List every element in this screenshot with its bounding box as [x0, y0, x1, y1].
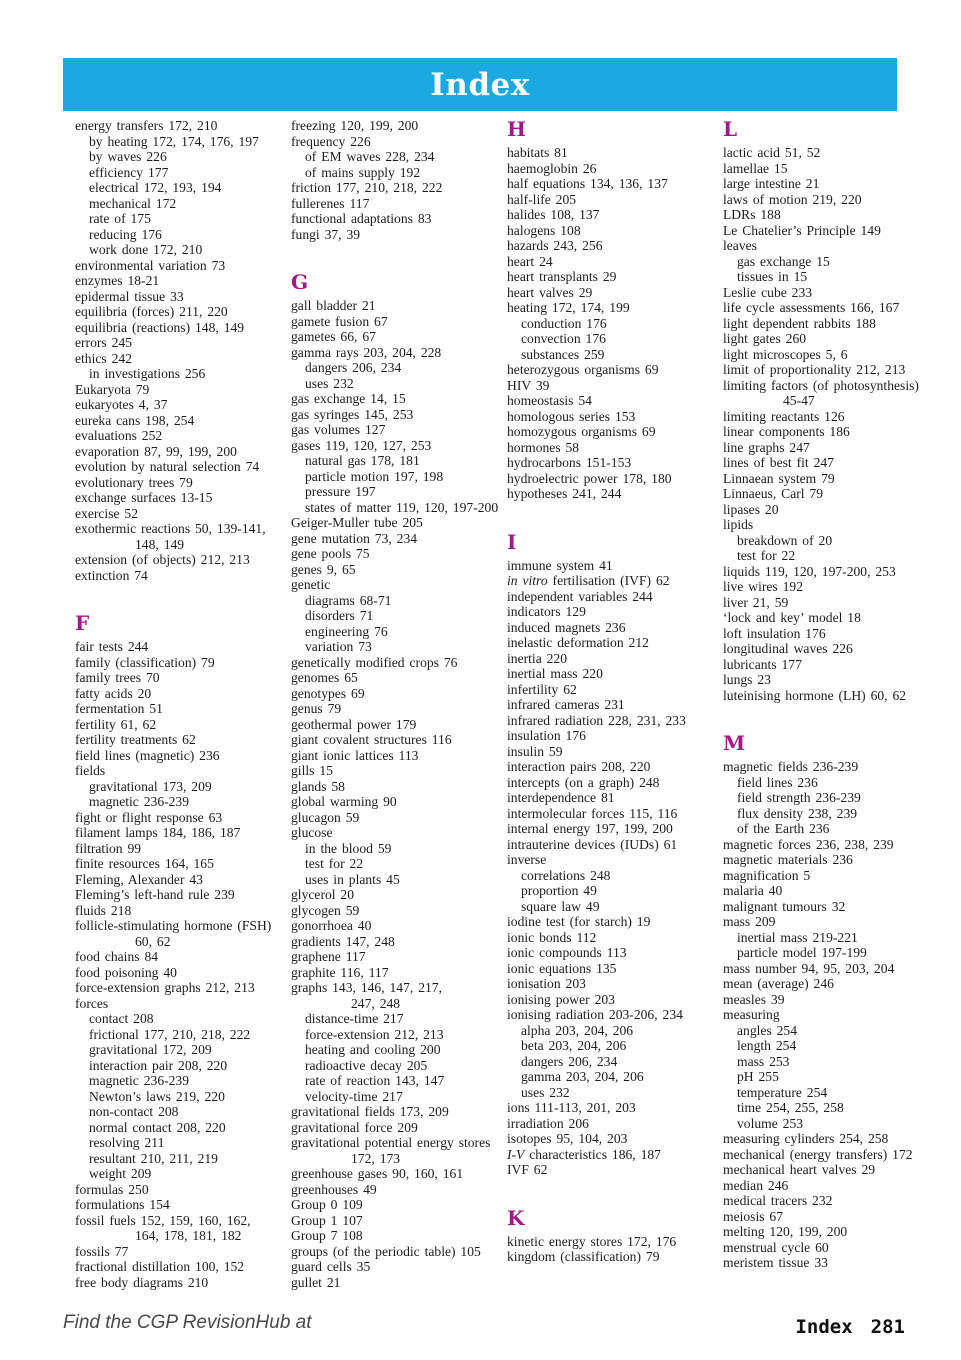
- index-entry: heating and cooling 200: [305, 1042, 441, 1057]
- index-entry: liquids 119, 120, 197-200, 253: [723, 563, 896, 579]
- index-entry: heart transplants 29: [507, 269, 617, 284]
- index-entry: ionic compounds 113: [507, 945, 627, 960]
- index-entry: kingdom (classification) 79: [507, 1249, 660, 1264]
- index-entry: substances 259: [521, 346, 605, 362]
- section-heading: I: [507, 529, 517, 554]
- index-entry: conduction 176: [521, 315, 607, 331]
- index-entry: geothermal power 179: [291, 716, 417, 732]
- index-entry: epidermal tissue 33: [75, 288, 184, 304]
- index-entry: freezing 120, 199, 200: [291, 118, 419, 133]
- index-entry: weight 209: [89, 1166, 152, 1181]
- index-entry: fight or flight response 63: [75, 809, 223, 825]
- index-entry: ‘lock and key’ model 18: [723, 610, 861, 625]
- index-entry: homeostasis 54: [507, 393, 592, 408]
- index-entry: magnetic forces 236, 238, 239: [723, 836, 894, 852]
- index-entry: gas volumes 127: [291, 422, 386, 437]
- index-entry: ethics 242: [75, 350, 132, 366]
- index-entry: graphene 117: [291, 949, 366, 964]
- index-entry: infrared radiation 228, 231, 233: [507, 712, 686, 728]
- index-entry: beta 203, 204, 206: [521, 1038, 627, 1053]
- index-entry: field lines (magnetic) 236: [75, 747, 220, 763]
- index-entry: lactic acid 51, 52: [723, 145, 821, 160]
- index-entry: radioactive decay 205: [305, 1057, 428, 1073]
- index-entry: particle motion 197, 198: [305, 468, 444, 484]
- index-entry: limit of proportionality 212, 213: [723, 362, 906, 377]
- index-entry: magnetic 236-239: [89, 794, 190, 809]
- index-entry: inertial mass 220: [507, 666, 603, 681]
- index-entry: halogens 108: [507, 222, 581, 238]
- index-entry: Group 1 107: [291, 1212, 363, 1228]
- index-entry: lungs 23: [723, 672, 771, 687]
- index-entry: magnetic materials 236: [723, 852, 853, 867]
- index-entry: uses 232: [305, 375, 354, 391]
- index-entry: formulas 250: [75, 1181, 149, 1197]
- index-entry: glycogen 59: [291, 902, 360, 918]
- index-entry: heart valves 29: [507, 284, 593, 300]
- index-entry: insulin 59: [507, 743, 563, 759]
- index-entry: equilibria (reactions) 148, 149: [75, 319, 245, 335]
- index-entry: malignant tumours 32: [723, 898, 846, 914]
- index-entry: fatty acids 20: [75, 685, 152, 701]
- index-entry: fertility treatments 62: [75, 732, 196, 747]
- index-entry: fermentation 51: [75, 701, 163, 716]
- index-entry: diagrams 68-71: [305, 592, 392, 608]
- index-entry: equilibria (forces) 211, 220: [75, 304, 228, 319]
- index-entry: 247, 248: [351, 995, 401, 1011]
- index-entry: hydrocarbons 151-153: [507, 455, 632, 470]
- index-entry: inertia 220: [507, 650, 568, 666]
- index-entry: lipases 20: [723, 501, 779, 517]
- index-entry: inelastic deformation 212: [507, 635, 649, 650]
- section-heading: H: [507, 117, 526, 141]
- index-entry: life cycle assessments 166, 167: [723, 300, 900, 315]
- index-entry: electrical 172, 193, 194: [89, 180, 222, 195]
- index-entry: magnetic 236-239: [89, 1073, 190, 1088]
- index-entry: errors 245: [75, 335, 132, 350]
- index-entry: gene pools 75: [291, 546, 370, 561]
- index-entry: magnetic fields 236-239: [723, 759, 859, 774]
- index-entry: fossil fuels 152, 159, 160, 162,: [75, 1212, 251, 1228]
- index-entry: functional adaptations 83: [291, 211, 432, 226]
- index-entry: global warming 90: [291, 794, 397, 809]
- index-entry: graphs 143, 146, 147, 217,: [291, 980, 442, 995]
- index-entry: hydroelectric power 178, 180: [507, 470, 672, 486]
- index-entry: 148, 149: [135, 536, 185, 552]
- index-entry: greenhouses 49: [291, 1181, 377, 1197]
- index-entry: test for 22: [305, 856, 364, 871]
- index-entry: interaction pair 208, 220: [89, 1057, 228, 1073]
- index-entry: fields: [75, 763, 106, 778]
- index-entry: limiting reactants 126: [723, 408, 845, 424]
- index-entry: magnification 5: [723, 867, 811, 883]
- index-entry: environmental variation 73: [75, 257, 226, 273]
- index-entry: fractional distillation 100, 152: [75, 1259, 245, 1274]
- index-entry: measuring: [723, 1007, 780, 1022]
- index-entry: enzymes 18-21: [75, 273, 160, 288]
- index-entry: filtration 99: [75, 840, 142, 856]
- index-entry: giant ionic lattices 113: [291, 747, 419, 763]
- index-entry: in vitro fertilisation (IVF) 62: [507, 573, 670, 588]
- index-entry: gravitational force 209: [291, 1119, 418, 1135]
- index-entry: exothermic reactions 50, 139-141,: [75, 521, 266, 536]
- index-entry: uses in plants 45: [305, 871, 400, 887]
- index-entry: guard cells 35: [291, 1259, 371, 1274]
- index-entry: independent variables 244: [507, 588, 653, 604]
- index-entry: large intestine 21: [723, 176, 820, 191]
- index-entry: limiting factors (of photosynthesis): [723, 377, 919, 393]
- index-entry: uses 232: [521, 1084, 570, 1100]
- index-entry: by waves 226: [89, 149, 167, 164]
- index-entry: gamete fusion 67: [291, 313, 388, 329]
- index-entry: meiosis 67: [723, 1208, 784, 1224]
- index-entry: family (classification) 79: [75, 654, 215, 670]
- index-entry: food chains 84: [75, 949, 159, 964]
- index-entry: habitats 81: [507, 145, 568, 160]
- index-entry: rate of reaction 143, 147: [305, 1073, 445, 1088]
- index-entry: genomes 65: [291, 670, 358, 685]
- index-entry: square law 49: [521, 898, 600, 914]
- index-entry: gullet 21: [291, 1274, 341, 1290]
- index-entry: inertial mass 219-221: [737, 929, 858, 945]
- index-entry: intercepts (on a graph) 248: [507, 774, 660, 790]
- index-entry: half equations 134, 136, 137: [507, 176, 668, 191]
- index-entry: 45-47: [783, 393, 815, 408]
- index-column: [291, 118, 507, 1290]
- index-entry: gravitational 173, 209: [89, 778, 212, 794]
- index-entry: interdependence 81: [507, 790, 615, 805]
- index-entry: extinction 74: [75, 567, 148, 583]
- index-entry: flux density 238, 239: [737, 805, 858, 821]
- index-entry: fullerenes 117: [291, 195, 370, 211]
- index-entry: particle model 197-199: [737, 945, 867, 960]
- index-entry: distance-time 217: [305, 1011, 404, 1026]
- index-entry: gills 15: [291, 763, 333, 778]
- index-entry: Geiger-Muller tube 205: [291, 515, 423, 530]
- index-entry: variation 73: [305, 639, 372, 654]
- index-entry: gases 119, 120, 127, 253: [291, 437, 432, 453]
- italic-term: I-V: [507, 1146, 525, 1162]
- index-entry: force-extension graphs 212, 213: [75, 980, 255, 995]
- index-entry: IVF 62: [507, 1162, 548, 1177]
- index-entry: dangers 206, 234: [305, 360, 402, 375]
- index-entry: family trees 70: [75, 670, 160, 685]
- index-entry: Newton’s laws 219, 220: [89, 1088, 225, 1104]
- index-entry: normal contact 208, 220: [89, 1119, 226, 1135]
- index-entry: fluids 218: [75, 902, 132, 918]
- index-entry: intrauterine devices (IUDs) 61: [507, 836, 678, 852]
- index-entry: line graphs 247: [723, 439, 810, 455]
- index-entry: live wires 192: [723, 579, 804, 594]
- index-entry: free body diagrams 210: [75, 1274, 209, 1290]
- italic-term: in vitro: [507, 573, 548, 588]
- section-heading: F: [75, 611, 90, 635]
- index-entry: Eukaryota 79: [75, 381, 150, 397]
- index-entry: irradiation 206: [507, 1115, 589, 1131]
- index-entry: angles 254: [737, 1022, 798, 1038]
- index-entry: homologous series 153: [507, 408, 636, 424]
- index-entry: gene mutation 73, 234: [291, 530, 418, 546]
- index-entry: groups (of the periodic table) 105: [291, 1243, 481, 1259]
- index-entry: fossils 77: [75, 1243, 129, 1259]
- footer-page-info: [795, 1316, 905, 1338]
- index-entry: fair tests 244: [75, 639, 149, 654]
- index-entry: correlations 248: [521, 867, 611, 883]
- index-entry: lines of best fit 247: [723, 455, 834, 470]
- index-entry: loft insulation 176: [723, 625, 826, 641]
- index-entry: breakdown of 20: [737, 532, 833, 548]
- index-entry: resultant 210, 211, 219: [89, 1150, 218, 1166]
- index-entry: Le Chatelier’s Principle 149: [723, 222, 881, 238]
- page-title: Index: [430, 66, 530, 103]
- index-entry: halides 108, 137: [507, 207, 600, 222]
- index-entry: gas syringes 145, 253: [291, 406, 414, 422]
- index-entry: ionising power 203: [507, 991, 615, 1007]
- index-entry: menstrual cycle 60: [723, 1239, 829, 1255]
- index-entry: volume 253: [737, 1115, 804, 1131]
- index-entry: Group 7 108: [291, 1228, 363, 1243]
- index-entry: ions 111-113, 201, 203: [507, 1100, 636, 1115]
- index-entry: heterozygous organisms 69: [507, 362, 659, 377]
- section-heading: M: [723, 731, 746, 755]
- index-entry: by heating 172, 174, 176, 197: [89, 133, 259, 149]
- index-entry: energy transfers 172, 210: [75, 118, 218, 133]
- index-entry: induced magnets 236: [507, 619, 626, 635]
- index-entry: friction 177, 210, 218, 222: [291, 180, 443, 195]
- index-entry: Leslie cube 233: [723, 284, 813, 300]
- index-entry: haemoglobin 26: [507, 160, 597, 176]
- index-entry: mechanical heart valves 29: [723, 1162, 876, 1177]
- index-entry: gamma rays 203, 204, 228: [291, 344, 442, 360]
- index-entry: lamellae 15: [723, 160, 788, 176]
- index-entry: pressure 197: [305, 484, 376, 499]
- index-entry: ionic bonds 112: [507, 929, 597, 945]
- index-entry: HIV 39: [507, 377, 550, 393]
- footer-section-label: Index: [795, 1316, 853, 1338]
- index-entry: I-V characteristics 186, 187: [507, 1146, 661, 1162]
- index-entry: frequency 226: [291, 133, 371, 149]
- index-entry: 60, 62: [135, 933, 171, 949]
- index-entry: Linnaean system 79: [723, 470, 835, 486]
- index-entry: rate of 175: [89, 211, 151, 226]
- index-entry: field lines 236: [737, 774, 818, 790]
- index-entry: glands 58: [291, 778, 345, 794]
- index-entry: Fleming, Alexander 43: [75, 871, 203, 887]
- index-entry: ionisation 203: [507, 976, 586, 991]
- index-entry: work done 172, 210: [89, 242, 203, 257]
- index-entry: linear components 186: [723, 424, 850, 439]
- index-entry: greenhouse gases 90, 160, 161: [291, 1166, 464, 1181]
- index-entry: natural gas 178, 181: [305, 453, 420, 468]
- index-entry: eukaryotes 4, 37: [75, 397, 168, 412]
- index-entry: temperature 254: [737, 1084, 828, 1100]
- index-entry: glucose: [291, 825, 333, 840]
- index-entry: giant covalent structures 116: [291, 732, 452, 747]
- index-entry: efficiency 177: [89, 164, 169, 180]
- index-entry: ionic equations 135: [507, 960, 617, 976]
- page-header-bar: [63, 58, 897, 111]
- index-entry: mass 253: [737, 1053, 790, 1069]
- index-entry: heating 172, 174, 199: [507, 300, 630, 315]
- index-entry: gravitational 172, 209: [89, 1042, 212, 1057]
- index-entry: melting 120, 199, 200: [723, 1224, 848, 1239]
- index-entry: genetic: [291, 577, 331, 592]
- index-entry: food poisoning 40: [75, 964, 177, 980]
- index-entry: engineering 76: [305, 623, 388, 639]
- index-entry: fertility 61, 62: [75, 716, 157, 732]
- index-entry: time 254, 255, 258: [737, 1100, 844, 1115]
- index-column: [507, 118, 723, 1290]
- section-heading: K: [507, 1205, 525, 1230]
- index-entry: iodine test (for starch) 19: [507, 914, 651, 929]
- index-entry: genes 9, 65: [291, 561, 356, 577]
- index-entry: lipids: [723, 517, 754, 532]
- index-entry: filament lamps 184, 186, 187: [75, 825, 241, 840]
- index-entry: field strength 236-239: [737, 790, 861, 805]
- index-entry: infrared cameras 231: [507, 697, 625, 712]
- index-entry: intermolecular forces 115, 116: [507, 805, 678, 821]
- index-entry: measuring cylinders 254, 258: [723, 1131, 889, 1146]
- index-entry: gas exchange 14, 15: [291, 391, 406, 406]
- index-entry: follicle-stimulating hormone (FSH): [75, 918, 272, 933]
- index-entry: hypotheses 241, 244: [507, 486, 622, 501]
- index-entry: mechanical (energy transfers) 172: [723, 1146, 913, 1162]
- index-entry: lubricants 177: [723, 656, 802, 672]
- footer-revisionhub-note: Find the CGP RevisionHub at: [63, 1312, 312, 1333]
- index-entry: pH 255: [737, 1069, 779, 1084]
- index-entry: convection 176: [521, 331, 606, 346]
- index-entry: mean (average) 246: [723, 976, 834, 991]
- index-entry: insulation 176: [507, 728, 586, 743]
- index-entry: gametes 66, 67: [291, 329, 376, 344]
- index-entry: genetically modified crops 76: [291, 654, 458, 670]
- index-entry: gradients 147, 248: [291, 933, 395, 949]
- index-entry: isotopes 95, 104, 203: [507, 1131, 628, 1146]
- index-entry: measles 39: [723, 991, 785, 1007]
- index-entry: of EM waves 228, 234: [305, 149, 435, 164]
- index-entry: Fleming’s left-hand rule 239: [75, 887, 235, 902]
- index-entry: alpha 203, 204, 206: [521, 1022, 634, 1038]
- index-entry: gamma 203, 204, 206: [521, 1069, 644, 1084]
- index-entry: laws of motion 219, 220: [723, 191, 862, 207]
- index-entry: eureka cans 198, 254: [75, 412, 195, 428]
- section-heading: L: [723, 117, 738, 141]
- index-entry: frictional 177, 210, 218, 222: [89, 1026, 251, 1042]
- index-entry: of mains supply 192: [305, 164, 421, 180]
- index-entry: indicators 129: [507, 604, 586, 619]
- index-entry: hormones 58: [507, 439, 580, 455]
- index-entry: LDRs 188: [723, 207, 781, 222]
- section-heading: G: [291, 270, 309, 294]
- index-entry: fungi 37, 39: [291, 226, 361, 242]
- index-entry: medical tracers 232: [723, 1193, 833, 1208]
- index-entry: inverse: [507, 852, 547, 867]
- index-columns: [75, 118, 939, 1290]
- index-entry: glucagon 59: [291, 809, 360, 825]
- index-entry: luteinising hormone (LH) 60, 62: [723, 687, 907, 703]
- index-entry: forces: [75, 995, 109, 1011]
- index-entry: infertility 62: [507, 681, 577, 697]
- index-entry: longitudinal waves 226: [723, 641, 853, 656]
- index-entry: hazards 243, 256: [507, 238, 603, 253]
- index-entry: force-extension 212, 213: [305, 1026, 444, 1042]
- index-entry: resolving 211: [89, 1135, 165, 1150]
- index-entry: states of matter 119, 120, 197-200: [305, 499, 499, 515]
- index-entry: ionising radiation 203-206, 234: [507, 1007, 683, 1022]
- index-entry: kinetic energy stores 172, 176: [507, 1233, 677, 1249]
- index-entry: interaction pairs 208, 220: [507, 759, 651, 774]
- index-entry: 172, 173: [351, 1150, 401, 1166]
- index-entry: extension (of objects) 212, 213: [75, 552, 250, 567]
- index-entry: homozygous organisms 69: [507, 424, 656, 439]
- index-entry: graphite 116, 117: [291, 964, 389, 980]
- index-entry: Group 0 109: [291, 1197, 363, 1212]
- index-entry: tissues in 15: [737, 269, 808, 284]
- index-entry: proportion 49: [521, 883, 597, 898]
- index-entry: genotypes 69: [291, 685, 365, 701]
- index-entry: test for 22: [737, 548, 796, 563]
- index-entry: immune system 41: [507, 557, 613, 573]
- index-entry: disorders 71: [305, 608, 374, 623]
- index-entry: Linnaeus, Carl 79: [723, 486, 824, 501]
- index-entry: non-contact 208: [89, 1104, 179, 1119]
- index-entry: evaporation 87, 99, 199, 200: [75, 443, 237, 459]
- index-entry: finite resources 164, 165: [75, 856, 214, 871]
- index-entry: gravitational fields 173, 209: [291, 1104, 449, 1119]
- index-entry: evolutionary trees 79: [75, 474, 193, 490]
- index-entry: light dependent rabbits 188: [723, 315, 876, 331]
- index-entry: gravitational potential energy stores: [291, 1135, 491, 1150]
- index-entry: heart 24: [507, 253, 553, 269]
- index-entry: internal energy 197, 199, 200: [507, 821, 673, 836]
- index-entry: exchange surfaces 13-15: [75, 490, 213, 505]
- index-entry: formulations 154: [75, 1197, 170, 1212]
- index-entry: in investigations 256: [89, 366, 206, 381]
- index-entry: mass number 94, 95, 203, 204: [723, 960, 895, 976]
- index-entry: 164, 178, 181, 182: [135, 1228, 242, 1243]
- index-entry: gall bladder 21: [291, 298, 376, 313]
- index-entry: in the blood 59: [305, 840, 392, 856]
- index-column: [75, 118, 291, 1290]
- index-entry: dangers 206, 234: [521, 1053, 618, 1069]
- index-entry: gonorrhoea 40: [291, 918, 372, 933]
- index-entry: meristem tissue 33: [723, 1255, 828, 1270]
- index-entry: reducing 176: [89, 226, 162, 242]
- index-entry: contact 208: [89, 1011, 154, 1026]
- index-entry: liver 21, 59: [723, 594, 789, 610]
- index-entry: light microscopes 5, 6: [723, 346, 848, 362]
- index-entry: median 246: [723, 1177, 789, 1193]
- index-entry: mass 209: [723, 914, 776, 929]
- index-entry: length 254: [737, 1038, 797, 1053]
- index-entry: evolution by natural selection 74: [75, 459, 260, 474]
- index-entry: malaria 40: [723, 883, 783, 898]
- index-entry: gas exchange 15: [737, 253, 830, 269]
- index-entry: glycerol 20: [291, 887, 355, 902]
- index-entry: evaluations 252: [75, 428, 163, 443]
- index-entry: leaves: [723, 238, 757, 253]
- index-entry: of the Earth 236: [737, 821, 830, 836]
- index-column: [723, 118, 939, 1290]
- index-entry: half-life 205: [507, 191, 577, 207]
- index-entry: genus 79: [291, 701, 342, 716]
- index-entry: velocity-time 217: [305, 1088, 403, 1104]
- index-entry: light gates 260: [723, 331, 807, 346]
- footer-page-number: 281: [870, 1316, 905, 1338]
- index-entry: exercise 52: [75, 505, 139, 521]
- index-entry: mechanical 172: [89, 195, 177, 211]
